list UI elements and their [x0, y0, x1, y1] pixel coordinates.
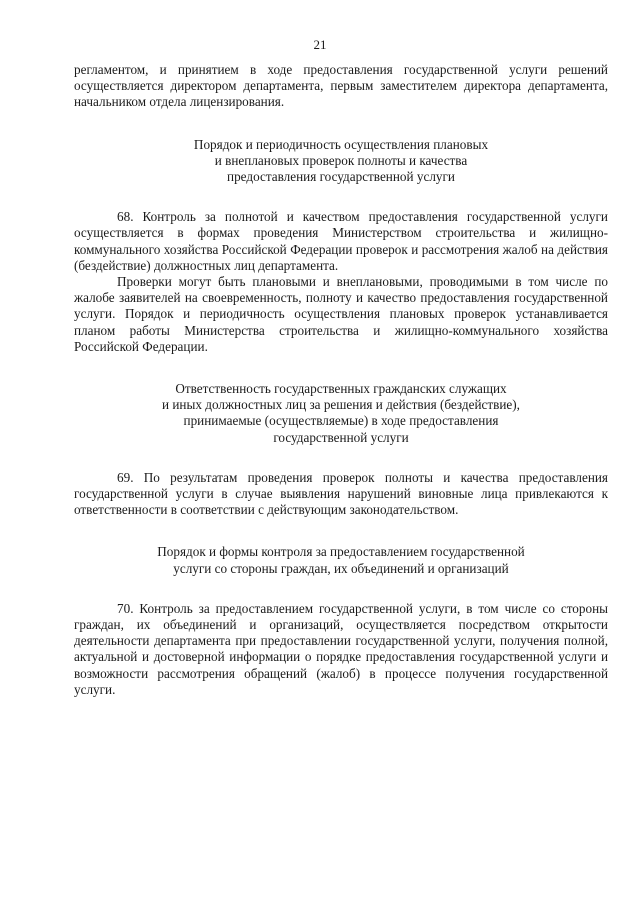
page-number: 21: [313, 37, 327, 52]
section-heading-inspections: Порядок и периодичность осуществления плановых и внеплановых проверок полноты и качества предоставления государственной услуги: [193, 136, 489, 185]
paragraph-68: 68. Контроль за полнотой и качеством предоставления государственной услуги осуществляется в формах проведения Министерством строительства и жилищно-коммунального хозяйства Российской Федерации проверок и рассмотрения жалоб на действия (бездействие) должностных лиц департамента.: [74, 209, 608, 273]
document-body: [74, 62, 608, 698]
paragraph-inspections-types: Проверки могут быть плановыми и внеплановыми, проводимыми в том числе по жалобе заявителей на своевременность, полноту и качество предоставления государственной услуги. Порядок и периодичность осуществления плановых проверок устанавливается планом работы Министерства строительства и жилищно-коммунального хозяйства Российской Федерации.: [74, 274, 608, 354]
intro-paragraph: регламентом, и принятием в ходе предоставления государственной услуги решений осуществляется директором департамента, первым заместителем директора департамента, начальником отдела лицензирования.: [74, 62, 608, 110]
section-heading-public-control: Порядок и формы контроля за предоставлением государственной услуги со стороны граждан, их объединений и организаций: [157, 544, 525, 576]
paragraph-69: 69. По результатам проведения проверок полноты и качества предоставления государственной услуги в случае выявления нарушений виновные лица привлекаются к ответственности в соответствии с действующим законодательством.: [74, 469, 608, 518]
section-heading-responsibility: Ответственность государственных гражданских служащих и иных должностных лиц за решения и действия (бездействие), принимаемые (осуществляемые) в ходе предоставления государственной услуги: [162, 381, 520, 445]
paragraph-70: 70. Контроль за предоставлением государственной услуги, в том числе со стороны граждан, их объединений и организаций, осуществляется посредством открытости деятельности департамента при предоставлении государственной услуги, получения полной, актуальной и достоверной информации о порядке предоставления государственной услуги и возможности рассмотрения обращений (жалоб) в процессе получения государственной услуги.: [74, 600, 608, 697]
